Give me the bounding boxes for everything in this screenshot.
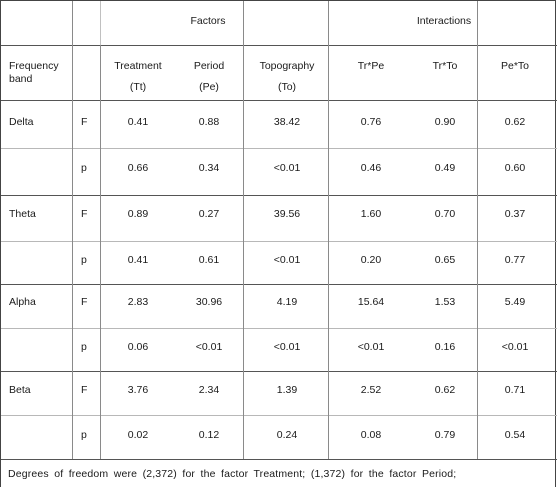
table-cell: 2.52 — [360, 384, 382, 396]
band-label: Alpha — [9, 296, 36, 308]
stat-label: F — [81, 208, 88, 220]
table-cell: 0.49 — [434, 162, 456, 174]
row-rule — [1, 148, 557, 149]
table-cell: 0.06 — [127, 341, 149, 353]
table-cell: <0.01 — [273, 162, 301, 174]
col-header-pe-to: Pe*To — [500, 60, 530, 72]
table-cell: 2.34 — [198, 384, 220, 396]
table-cell: 30.96 — [195, 296, 223, 308]
footnote-rule — [1, 459, 557, 460]
band-rule — [1, 284, 557, 285]
table-cell: 0.76 — [360, 116, 382, 128]
table-cell: 0.12 — [198, 429, 220, 441]
column-rule — [100, 1, 101, 45]
stat-label: p — [81, 162, 87, 174]
header-rule-top — [1, 45, 557, 46]
table-cell: 0.90 — [434, 116, 456, 128]
row-rule — [1, 241, 557, 242]
table-cell: 0.46 — [360, 162, 382, 174]
stat-label: F — [81, 384, 88, 396]
column-rule — [100, 45, 101, 459]
table-cell: 2.83 — [127, 296, 149, 308]
table-cell: 0.62 — [434, 384, 456, 396]
table-cell: 0.88 — [198, 116, 220, 128]
factors-header: Factors — [190, 15, 226, 27]
table-cell: 0.24 — [276, 429, 298, 441]
band-label: Delta — [9, 116, 34, 128]
table-cell: 3.76 — [127, 384, 149, 396]
header-rule-bottom — [1, 100, 557, 101]
stat-label: F — [81, 296, 88, 308]
column-rule — [72, 1, 73, 459]
stat-label: p — [81, 341, 87, 353]
col-header-topography-abbr: (To) — [277, 81, 297, 93]
table-cell: 0.60 — [504, 162, 526, 174]
table-cell: 0.61 — [198, 254, 220, 266]
table-cell: 1.60 — [360, 208, 382, 220]
table-cell: 5.49 — [504, 296, 526, 308]
table-cell: 0.79 — [434, 429, 456, 441]
table-cell: 0.66 — [127, 162, 149, 174]
table-cell: 0.41 — [127, 254, 149, 266]
table-cell: 0.89 — [127, 208, 149, 220]
column-rule — [243, 1, 244, 459]
col-header-period: Period — [193, 60, 225, 72]
band-rule — [1, 195, 557, 196]
table-cell: 1.53 — [434, 296, 456, 308]
stat-label: p — [81, 254, 87, 266]
interactions-header: Interactions — [416, 15, 472, 27]
table-cell: 0.54 — [504, 429, 526, 441]
table-cell: 0.08 — [360, 429, 382, 441]
table-cell: <0.01 — [273, 341, 301, 353]
table-cell: 0.70 — [434, 208, 456, 220]
table-cell: 0.16 — [434, 341, 456, 353]
col-header-tr-to: Tr*To — [432, 60, 458, 72]
stat-label: p — [81, 429, 87, 441]
table-cell: 0.37 — [504, 208, 526, 220]
column-rule — [477, 1, 478, 459]
table-cell: 0.41 — [127, 116, 149, 128]
row-rule — [1, 328, 557, 329]
col-header-tr-pe: Tr*Pe — [357, 60, 385, 72]
table-cell: 0.77 — [504, 254, 526, 266]
table-cell: 0.20 — [360, 254, 382, 266]
table-cell: 0.27 — [198, 208, 220, 220]
table-cell: 38.42 — [273, 116, 301, 128]
table-cell: 4.19 — [276, 296, 298, 308]
table-footnote: Degrees of freedom were (2,372) for the factor Treatment; (1,372) for the factor Period; — [8, 468, 457, 480]
table-cell: <0.01 — [195, 341, 223, 353]
row-rule — [1, 415, 557, 416]
table-cell: 15.64 — [357, 296, 385, 308]
table-cell: 0.34 — [198, 162, 220, 174]
col-header-treatment: Treatment — [114, 60, 162, 72]
column-rule — [328, 1, 329, 459]
table-cell: 0.65 — [434, 254, 456, 266]
frequency-band-header: Frequency band — [9, 60, 59, 85]
col-header-treatment-abbr: (Tt) — [129, 81, 147, 93]
band-label: Beta — [9, 384, 31, 396]
band-rule — [1, 371, 557, 372]
table-cell: 1.39 — [276, 384, 298, 396]
table-cell: 0.62 — [504, 116, 526, 128]
col-header-period-abbr: (Pe) — [199, 81, 219, 93]
col-header-topography: Topography — [259, 60, 315, 72]
table-cell: <0.01 — [501, 341, 529, 353]
table-cell: <0.01 — [357, 341, 385, 353]
band-label: Theta — [9, 208, 36, 220]
table-cell: 0.02 — [127, 429, 149, 441]
table-cell: <0.01 — [273, 254, 301, 266]
table-cell: 0.71 — [504, 384, 526, 396]
stat-label: F — [81, 116, 88, 128]
table-cell: 39.56 — [273, 208, 301, 220]
